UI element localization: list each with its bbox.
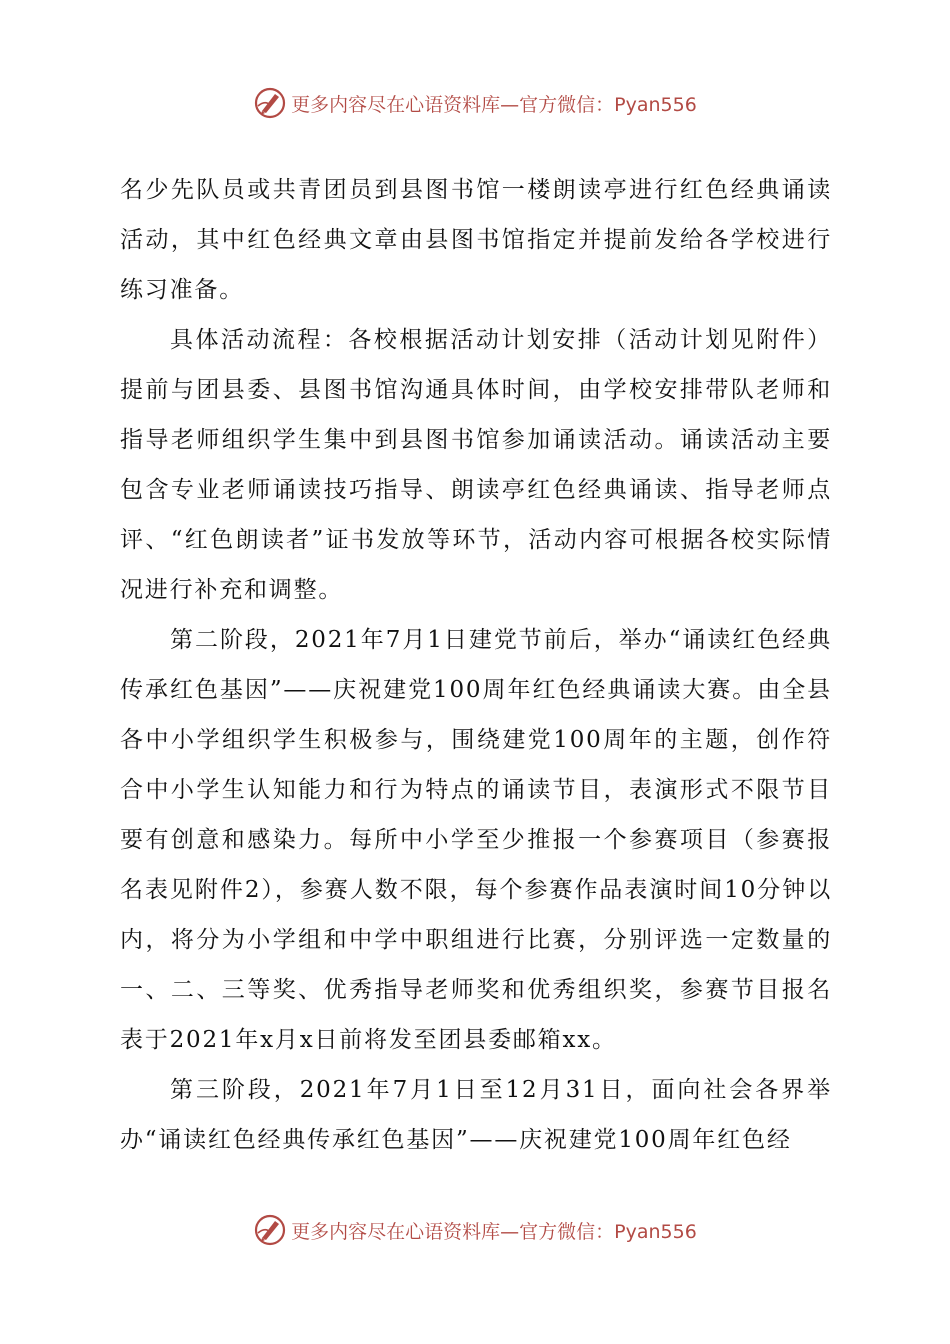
paragraph-3: 第二阶段，2021年7月1日建党节前后，举办“诵读红色经典传承红色基因”——庆祝建党100周年红色经典诵读大赛。由全县各中小学组织学生积极参与，围绕建党100周年的主题，创作符合中小学生认知能力和行为特点的诵读节目，表演形式不限节目要有创意和感染力。每所中小学至少推报一个参赛项目（参赛报名表见附件2），参赛人数不限，每个参赛作品表演时间10分钟以内，将分为小学组和中学中职组进行比赛，分别评选一定数量的一、二、三等奖、优秀指导老师奖和优秀组织奖，参赛节目报名表于2021年x月x日前将发至团县委邮箱xx。 [120,627,832,1053]
paragraph-4: 第三阶段，2021年7月1日至12月31日，面向社会各界举办“诵读红色经典传承红色基因”——庆祝建党100周年红色经 [120,1077,832,1153]
banner-label: 更多内容尽在心语资料库—官方微信： [291,1220,615,1243]
banner-label: 更多内容尽在心语资料库—官方微信： [291,93,615,116]
header-banner [0,83,950,123]
pen-logo-icon [253,86,287,120]
wechat-id: Pyan556 [614,1220,697,1243]
footer-banner [0,1210,950,1250]
paragraph-1: 名少先队员或共青团员到县图书馆一楼朗读亭进行红色经典诵读活动，其中红色经典文章由县图书馆指定并提前发给各学校进行练习准备。 [120,177,832,303]
banner-text [291,1217,697,1244]
pen-logo-icon [253,1213,287,1247]
paragraph-2: 具体活动流程：各校根据活动计划安排（活动计划见附件）提前与团县委、县图书馆沟通具体时间，由学校安排带队老师和指导老师组织学生集中到县图书馆参加诵读活动。诵读活动主要包含专业老师诵读技巧指导、朗读亭红色经典诵读、指导老师点评、“红色朗读者”证书发放等环节，活动内容可根据各校实际情况进行补充和调整。 [120,327,832,603]
banner-text [291,90,697,117]
wechat-id: Pyan556 [614,93,697,116]
document-body [120,165,832,1165]
